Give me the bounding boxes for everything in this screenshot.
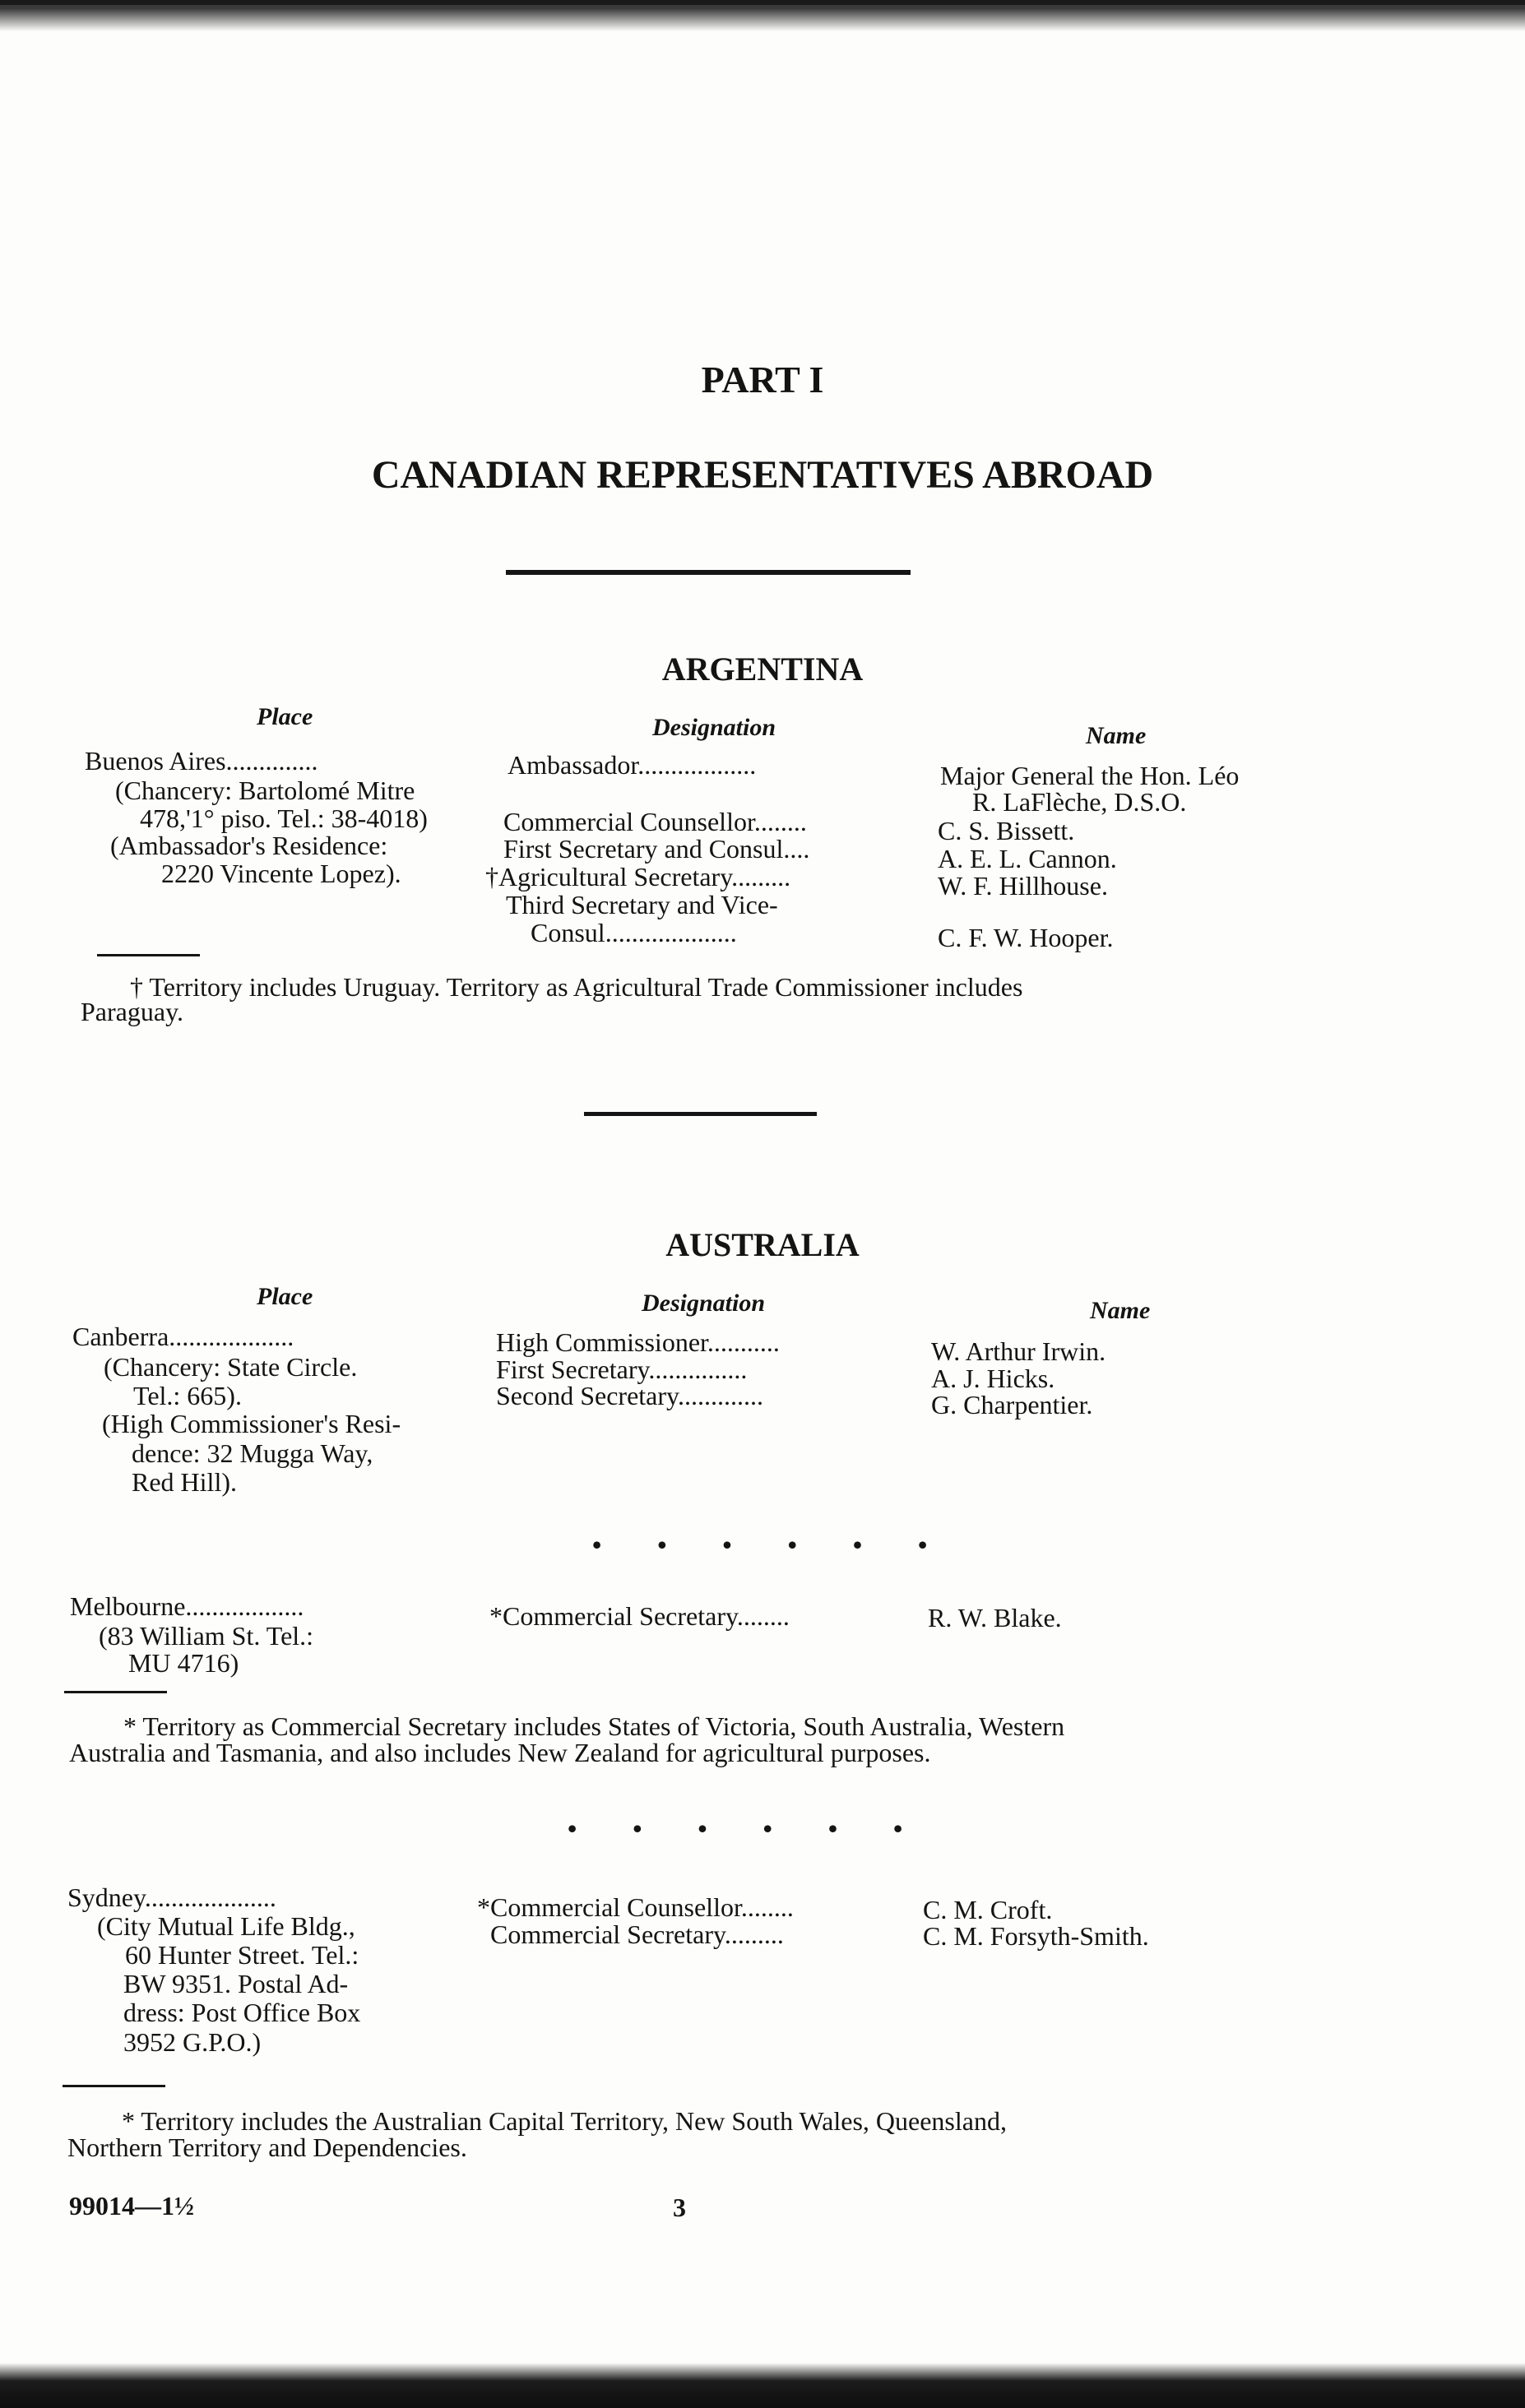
- melbourne-place-line: (83 William St. Tel.:: [99, 1621, 314, 1651]
- canberra-designation-line: Second Secretary.............: [496, 1381, 763, 1410]
- argentina-heading: ARGENTINA: [661, 651, 864, 688]
- sydney-place-line: 3952 G.P.O.): [123, 2027, 262, 2057]
- argentina-name-line: R. LaFlèche, D.S.O.: [972, 787, 1187, 817]
- canberra-place-line: dence: 32 Mugga Way,: [132, 1438, 373, 1468]
- argentina-name-line: C. F. W. Hooper.: [938, 923, 1114, 952]
- argentina-designation-line: Third Secretary and Vice-: [506, 890, 778, 919]
- sydney-place-line: Sydney....................: [67, 1882, 276, 1912]
- argentina-place-line: 478,'1° piso. Tel.: 38-4018): [140, 803, 428, 833]
- sydney-designation-line: Commercial Secretary.........: [490, 1919, 784, 1949]
- argentina-name-header: Name: [1086, 722, 1147, 749]
- argentina-name-line: W. F. Hillhouse.: [938, 871, 1108, 901]
- australia-designation-header: Designation: [642, 1290, 766, 1317]
- canberra-place-line: Red Hill).: [132, 1467, 237, 1497]
- argentina-designation-line: †Agricultural Secretary.........: [485, 862, 791, 891]
- argentina-designation-line: Consul....................: [531, 918, 737, 947]
- print-code: 99014—1½: [69, 2191, 194, 2220]
- main-title: CANADIAN REPRESENTATIVES ABROAD: [371, 453, 1154, 497]
- sydney-name-line: C. M. Forsyth-Smith.: [923, 1921, 1149, 1951]
- canberra-place-line: Tel.: 665).: [133, 1381, 242, 1410]
- melbourne-name-line: R. W. Blake.: [928, 1603, 1062, 1632]
- sydney-footnote-rule: [63, 2085, 165, 2087]
- argentina-name-line: Major General the Hon. Léo: [940, 761, 1240, 790]
- melbourne-place-line: Melbourne..................: [70, 1591, 304, 1621]
- australia-place-header: Place: [257, 1283, 313, 1310]
- argentina-designation-line: Ambassador..................: [508, 750, 757, 780]
- scan-bottom-edge: [0, 2363, 1525, 2408]
- sydney-footnote-line: Northern Territory and Dependencies.: [67, 2132, 467, 2162]
- sydney-place-line: 60 Hunter Street. Tel.:: [125, 1940, 359, 1970]
- argentina-name-line: A. E. L. Cannon.: [938, 844, 1117, 873]
- argentina-place-line: 2220 Vincente Lopez).: [161, 859, 401, 888]
- argentina-footnote-line: Paraguay.: [81, 997, 183, 1026]
- scan-top-edge: [0, 0, 1525, 31]
- argentina-designation-line: Commercial Counsellor........: [503, 807, 807, 836]
- sydney-footnote-line: * Territory includes the Australian Capital Territory, New South Wales, Queensland,: [122, 2106, 1007, 2136]
- melbourne-place-line: MU 4716): [128, 1648, 239, 1678]
- sydney-place-line: (City Mutual Life Bldg.,: [97, 1911, 355, 1941]
- title-rule: [506, 570, 911, 575]
- section-separator-dots: • • • • • •: [592, 1530, 953, 1559]
- argentina-footnote-rule: [97, 954, 200, 956]
- canberra-place-line: (High Commissioner's Resi-: [102, 1409, 401, 1438]
- sydney-place-line: dress: Post Office Box: [123, 1998, 361, 2027]
- page-number: 3: [673, 2193, 686, 2222]
- melbourne-designation-line: *Commercial Secretary........: [489, 1601, 790, 1631]
- argentina-designation-line: First Secretary and Consul....: [503, 834, 810, 864]
- canberra-designation-line: First Secretary...............: [496, 1354, 748, 1384]
- canberra-name-line: G. Charpentier.: [931, 1390, 1093, 1419]
- australia-name-header: Name: [1090, 1297, 1151, 1324]
- section-rule: [584, 1112, 817, 1116]
- canberra-place-line: (Chancery: State Circle.: [104, 1352, 358, 1382]
- sydney-designation-line: *Commercial Counsellor........: [477, 1892, 794, 1922]
- argentina-footnote-line: † Territory includes Uruguay. Territory as Agricultural Trade Commissioner includes: [130, 972, 1023, 1002]
- part-title: PART I: [701, 359, 824, 401]
- canberra-name-line: W. Arthur Irwin.: [931, 1336, 1106, 1366]
- australia-heading: AUSTRALIA: [665, 1226, 860, 1263]
- melbourne-footnote-line: * Territory as Commercial Secretary includes States of Victoria, South Australia, Western: [123, 1711, 1065, 1741]
- argentina-place-header: Place: [257, 703, 313, 730]
- argentina-place-line: (Ambassador's Residence:: [110, 831, 388, 860]
- sydney-place-line: BW 9351. Postal Ad-: [123, 1969, 349, 1998]
- argentina-place-line: (Chancery: Bartolomé Mitre: [115, 776, 415, 805]
- argentina-name-line: C. S. Bissett.: [938, 816, 1075, 845]
- melbourne-footnote-line: Australia and Tasmania, and also includes New Zealand for agricultural purposes.: [69, 1738, 931, 1767]
- section-separator-dots: • • • • • •: [568, 1813, 928, 1843]
- sydney-name-line: C. M. Croft.: [923, 1895, 1053, 1924]
- argentina-designation-header: Designation: [652, 714, 776, 741]
- melbourne-footnote-rule: [64, 1691, 167, 1693]
- canberra-place-line: Canberra...................: [72, 1322, 294, 1351]
- canberra-name-line: A. J. Hicks.: [931, 1364, 1055, 1393]
- canberra-designation-line: High Commissioner...........: [496, 1327, 780, 1357]
- argentina-place-line: Buenos Aires..............: [85, 746, 318, 776]
